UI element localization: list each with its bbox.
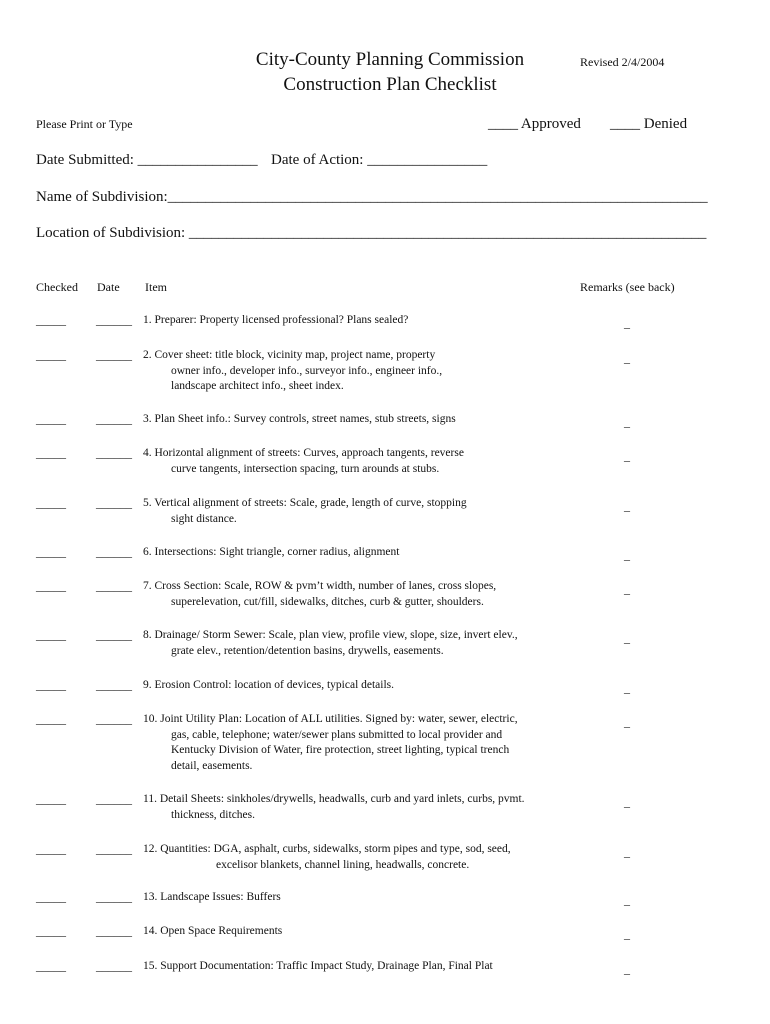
column-header-date: Date xyxy=(97,280,120,294)
column-header-checked: Checked xyxy=(36,280,78,294)
date-field[interactable]: ______ xyxy=(96,842,132,856)
remark-field[interactable]: _ xyxy=(624,351,630,365)
checklist-item xyxy=(143,712,563,774)
checklist-item xyxy=(143,890,563,906)
subdivision-name-field[interactable]: Name of Subdivision:________________________________________________________________________ xyxy=(36,189,708,205)
item-label: 3. Plan Sheet info.: Survey controls, street names, stub streets, signs xyxy=(143,413,456,425)
remark-field[interactable]: _ xyxy=(624,449,630,463)
remark-field[interactable]: _ xyxy=(624,316,630,330)
checklist-item xyxy=(143,678,563,694)
date-field[interactable]: ______ xyxy=(96,348,132,362)
date-field[interactable]: ______ xyxy=(96,959,132,973)
checked-field[interactable]: _____ xyxy=(36,678,66,692)
item-label-continued: superelevation, cut/fill, sidewalks, ditches, curb & gutter, shoulders. xyxy=(171,595,484,608)
subdivision-location-field[interactable]: Location of Subdivision: _____________________________________________________________________ xyxy=(36,225,707,241)
checklist-item xyxy=(143,628,563,659)
remark-field[interactable]: _ xyxy=(624,631,630,645)
date-field[interactable]: ______ xyxy=(96,579,132,593)
item-label: 15. Support Documentation: Traffic Impact Study, Drainage Plan, Final Plat xyxy=(143,960,493,972)
page-subtitle: Construction Plan Checklist xyxy=(283,74,497,95)
checklist-item xyxy=(143,545,563,561)
date-field[interactable]: ______ xyxy=(96,446,132,460)
item-label-continued: sight distance. xyxy=(171,512,237,525)
date-field[interactable]: ______ xyxy=(96,792,132,806)
item-label-continued: gas, cable, telephone; water/sewer plans submitted to local provider and xyxy=(171,728,503,741)
date-field[interactable]: ______ xyxy=(96,712,132,726)
remark-field[interactable]: _ xyxy=(624,681,630,695)
checked-field[interactable]: _____ xyxy=(36,628,66,642)
checklist-item xyxy=(143,924,563,940)
checked-field[interactable]: _____ xyxy=(36,924,66,938)
remark-field[interactable]: _ xyxy=(624,499,630,513)
item-label: 11. Detail Sheets: sinkholes/drywells, headwalls, curb and yard inlets, curbs, pvmt. xyxy=(143,793,525,805)
checked-field[interactable]: _____ xyxy=(36,959,66,973)
remark-field[interactable]: _ xyxy=(624,715,630,729)
remark-field[interactable]: _ xyxy=(624,795,630,809)
checklist-item xyxy=(143,959,563,975)
item-label-continued: detail, easements. xyxy=(171,759,253,772)
item-label: 1. Preparer: Property licensed professional? Plans sealed? xyxy=(143,314,409,326)
remark-field[interactable]: _ xyxy=(624,962,630,976)
item-label: 14. Open Space Requirements xyxy=(143,925,283,937)
checklist-item xyxy=(143,496,563,527)
checklist-item xyxy=(143,313,563,329)
date-field[interactable]: ______ xyxy=(96,678,132,692)
item-label: 8. Drainage/ Storm Sewer: Scale, plan view, profile view, slope, size, invert elev., xyxy=(143,629,518,641)
date-submitted-field[interactable]: Date Submitted: ________________ xyxy=(36,152,258,168)
remark-field[interactable]: _ xyxy=(624,415,630,429)
approved-field[interactable]: ____ Approved xyxy=(488,116,581,132)
item-label: 12. Quantities: DGA, asphalt, curbs, sidewalks, storm pipes and type, sod, seed, xyxy=(143,843,511,855)
checked-field[interactable]: _____ xyxy=(36,579,66,593)
checked-field[interactable]: _____ xyxy=(36,446,66,460)
date-field[interactable]: ______ xyxy=(96,890,132,904)
revision-date: Revised 2/4/2004 xyxy=(580,55,665,69)
checked-field[interactable]: _____ xyxy=(36,313,66,327)
date-field[interactable]: ______ xyxy=(96,496,132,510)
page-title: City-County Planning Commission xyxy=(255,49,525,70)
column-header-remarks: Remarks (see back) xyxy=(580,280,675,294)
item-label: 13. Landscape Issues: Buffers xyxy=(143,891,281,903)
date-field[interactable]: ______ xyxy=(96,924,132,938)
item-label: 2. Cover sheet: title block, vicinity map, project name, property xyxy=(143,349,436,361)
checked-field[interactable]: _____ xyxy=(36,496,66,510)
date-field[interactable]: ______ xyxy=(96,412,132,426)
checklist-item xyxy=(143,446,563,477)
remark-field[interactable]: _ xyxy=(624,548,630,562)
remark-field[interactable]: _ xyxy=(624,582,630,596)
date-field[interactable]: ______ xyxy=(96,313,132,327)
checked-field[interactable]: _____ xyxy=(36,412,66,426)
column-header-item: Item xyxy=(145,280,167,294)
item-label: 4. Horizontal alignment of streets: Curves, approach tangents, reverse xyxy=(143,447,464,459)
checklist-item xyxy=(143,842,563,873)
checked-field[interactable]: _____ xyxy=(36,890,66,904)
item-label-continued: curve tangents, intersection spacing, turn arounds at stubs. xyxy=(171,462,440,475)
checked-field[interactable]: _____ xyxy=(36,545,66,559)
remark-field[interactable]: _ xyxy=(624,927,630,941)
checklist-item xyxy=(143,792,563,823)
date-field[interactable]: ______ xyxy=(96,545,132,559)
date-of-action-field[interactable]: Date of Action: ________________ xyxy=(271,152,488,168)
checklist-item xyxy=(143,579,563,610)
checklist-item xyxy=(143,348,563,395)
item-label-continued: landscape architect info., sheet index. xyxy=(171,380,344,392)
checked-field[interactable]: _____ xyxy=(36,712,66,726)
checklist-item xyxy=(143,412,563,428)
item-label: 7. Cross Section: Scale, ROW & pvm’t width, number of lanes, cross slopes, xyxy=(143,580,497,592)
item-label: 9. Erosion Control: location of devices, typical details. xyxy=(143,679,395,691)
remark-field[interactable]: _ xyxy=(624,893,630,907)
item-label-continued: owner info., developer info., surveyor info., engineer info., xyxy=(171,364,443,377)
date-field[interactable]: ______ xyxy=(96,628,132,642)
checked-field[interactable]: _____ xyxy=(36,792,66,806)
item-label-continued: thickness, ditches. xyxy=(171,808,255,821)
item-label-continued: grate elev., retention/detention basins, drywells, easements. xyxy=(171,644,444,657)
print-note: Please Print or Type xyxy=(36,117,133,131)
item-label-continued: Kentucky Division of Water, fire protection, street lighting, typical trench xyxy=(171,744,510,756)
item-label: 5. Vertical alignment of streets: Scale, grade, length of curve, stopping xyxy=(143,497,467,509)
denied-field[interactable]: ____ Denied xyxy=(610,116,688,132)
remark-field[interactable]: _ xyxy=(624,845,630,859)
item-label: 6. Intersections: Sight triangle, corner radius, alignment xyxy=(143,546,400,558)
item-label: 10. Joint Utility Plan: Location of ALL utilities. Signed by: water, sewer, electric, xyxy=(143,713,518,725)
item-label-continued: excelisor blankets, channel lining, headwalls, concrete. xyxy=(216,858,470,871)
checked-field[interactable]: _____ xyxy=(36,842,66,856)
checked-field[interactable]: _____ xyxy=(36,348,66,362)
